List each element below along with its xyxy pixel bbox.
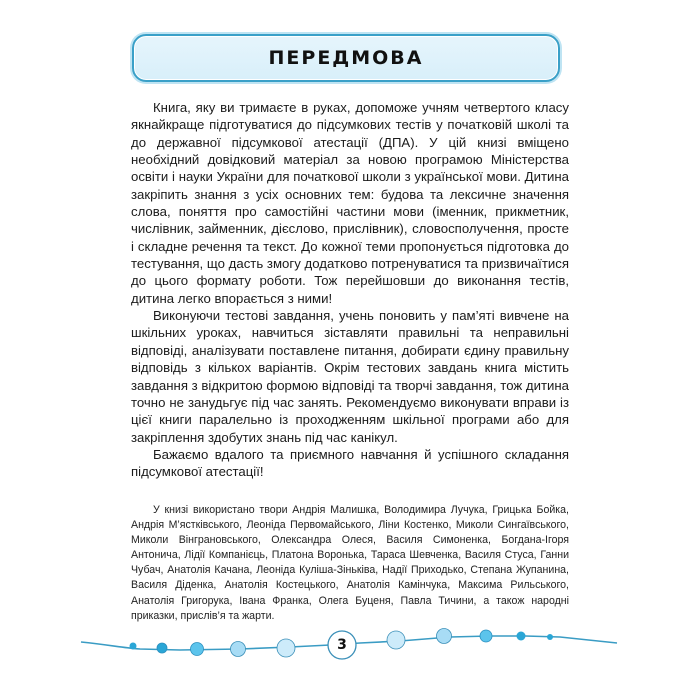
- dot-icon: [191, 643, 204, 656]
- dot-icon: [517, 632, 526, 641]
- page-title: ПЕРЕДМОВА: [268, 47, 424, 69]
- page-number: 3: [337, 637, 347, 653]
- title-banner: [132, 34, 560, 82]
- credits-text: У книзі використано твори Андрія Малишка, Володимира Лучука, Грицька Бойка, Андрія М’ястківського, Леоніда Первомайського, Ліни Костенко, Миколи Сингаївського, Миколи Вінграновського, Олександра Олеся, Василя Симоненка, Богдана-Ігоря Антонича, Лідії Компанієць, Платона Воронька, Тараса Шевченка, Василя Стуса, Ганни Чубач, Анатолія Качана, Леоніда Куліша-Зіньківа, Надії Приходько, Степана Жупанина, Василя Діденка, Анатолія Костецького, Анатолія Камінчука, Максима Рильського, Анатолія Григорука, Івана Франка, Олега Буценя, Павла Тичини, а також народні приказки, прислів’я та жарти.: [131, 504, 569, 622]
- dot-icon: [157, 643, 167, 653]
- dot-icon: [387, 631, 405, 649]
- credits-note: [131, 503, 569, 624]
- dot-icon: [480, 630, 492, 642]
- dot-icon: [231, 642, 246, 657]
- paragraph: Бажаємо вдалого та приємного навчання й успішного складання підсумкової атестації!: [131, 446, 569, 480]
- dot-icon: [277, 639, 295, 657]
- dot-icon: [130, 643, 137, 650]
- paragraph: Книга, яку ви тримаєте в руках, допоможе учням четвертого класу якнайкраще підготуватися до підсумкових тестів у початковій школі та до державної підсумкової атестації (ДПА). У цій книзі вміщено необхідний довідковий матеріал за новою програмою Міністерства освіти і науки України для початкової школи з української мови. Дитина закріпить знання з усіх основних тем: будова та лексичне значення слова, поняття про самостійні частини мови (іменник, прикметник, числівник, займенник, дієслово, прислівник), словосполучення, просте і складне речення та текст. До кожної теми пропонується підготовка до тестування, що дасть змогу додатково потренуватися та призвичаїтися до цього формату роботи. Тож перейшовши до виконання тестів, дитина легко впорається з ними!: [131, 100, 569, 306]
- dot-icon: [437, 629, 452, 644]
- dot-icon: [547, 634, 553, 640]
- preface-body: [131, 99, 569, 481]
- paragraph: Виконуючи тестові завдання, учень поновить у пам’яті вивчене на шкільних уроках, навчиться зіставляти правильні та неправильні відповіді, аналізувати поставлене питання, добирати єдину правильну відповідь з кількох варіантів. Окрім тестових завдань книга містить завдання з відкритою формою відповіді та творчі завдання, тож дитина точно не занудьгує під час занять. Рекомендуємо виконувати вправи із цієї книги паралельно із проходженням шкільної програми або для закріплення здобутих знань під час канікул.: [131, 308, 569, 445]
